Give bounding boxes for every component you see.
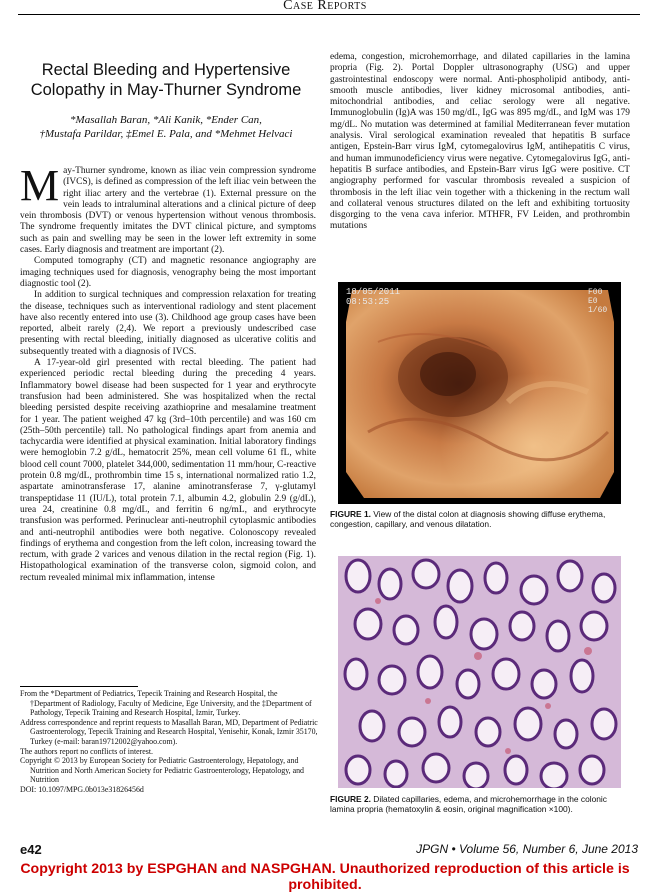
endoscopy-overlay-f: F00 [588, 288, 603, 297]
figure-1-label: FIGURE 1. [330, 509, 371, 519]
figure-2-histology-image [338, 556, 621, 788]
left-column [20, 161, 316, 584]
intro-paragraph: May-Thurner syndrome, known as iliac vein compression syndrome (IVCS), is defined as compression of the left iliac vein between the right iliac artery and the vertebrae (1). External pressure on the vein leads to intraluminal alterations and a clinical picture of deep vein thrombosis (DVT) or venous hypertension without venous thrombosis. The syndrome frequently imitates the DVT clinical picture, and symptoms such as pain and swelling may be seen in the lower left extremity in some cases. Early diagnosis and treatment are important (2). [20, 161, 316, 256]
section-label: Case Reports [283, 0, 367, 13]
endoscopy-overlay-shutter: 1/60 [588, 306, 608, 315]
right-column [330, 52, 630, 233]
figure-2-caption: FIGURE 2. Dilated capillaries, edema, and microhemorrhage in the colonic lamina propria (hematoxylin & eosin, original magnification ×100). [330, 794, 607, 815]
footnote-copyright: Copyright © 2013 by European Society for Pediatric Gastroenterology, Hepatology, and Nutrition and North American Society for Pediatric Gastroenterology, Hepatology, and Nutrition [20, 756, 304, 785]
endoscopy-time-overlay: 08:53:25 [346, 297, 390, 307]
endoscopy-date-overlay: 18/05/2011 [346, 287, 401, 297]
endoscopy-image [338, 282, 621, 504]
body-paragraph: In addition to surgical techniques and compression relaxation for treating the disease, techniques such as interventional radiology and stent placement have also recently entered into use (3). Childhood age group cases have been reported, albeit rarely (2,4). We report a previously undescribed case presenting with rectal bleeding, initially diagnosed as ulcerative colitis and subsequently treated with a diagnosis of IVCS. [20, 290, 316, 357]
body-paragraph: edema, congestion, microhemorrhage, and dilated capillaries in the lamina propria (Fig. 2). Portal Doppler ultrasonography (USG) and upper gastrointestinal endoscopy were normal. Anti-phospholipid antibody, anti-smooth muscle antibodies, liver kidney microsomal antibodies, anti-mitochondrial antibodies, and celiac serology were all negative. Immunoglobulin (Ig)A was 150 mg/dL, IgG was 895 mg/dL, and IgM was 179 mg/dL. No mutation was determined at familial Mediterranean fever mutation analysis. Viral serological examination revealed that hepatitis B surface antigen, Epstein-Barr virus IgM, cytomegalovirus IgM, antihepatitis C virus, and human immunodeficiency virus were negative. Cytomegalovirus IgG, anti-hepatitis B surface antibodies, and Epstein-Barr virus IgG were positive. CT angiography performed for vascular thrombosis revealed a suspicion of thrombosis in the left iliac vein together with a thickening in the rectum wall and collateral venous structures dilated on the left and exhibiting tortuosity disgorging to the vena cava inferior. MTHFR, FV Leiden, and prothrombin mutations [330, 52, 630, 232]
figure-2-label: FIGURE 2. [330, 794, 371, 804]
figure-1-caption: FIGURE 1. View of the distal colon at diagnosis showing diffuse erythema, congestion, capillary, and venous dilatation. [330, 509, 606, 530]
journal-citation: JPGN • Volume 56, Number 6, June 2013 [416, 842, 638, 856]
body-paragraph: A 17-year-old girl presented with rectal bleeding. The patient had experienced periodic rectal bleeding during the preceding 4 years. Inflammatory bowel disease had been suspected for 1 year and erythrocyte transfusion had been administered. She was hospitalized when the rectal bleeding persisted despite receiving azathioprine and mesalamine treatment for 1 year. The patient weighed 47 kg (3rd–10th percentile) and was 160 cm (25th–50th percentile) tall. No pathological findings apart from anemia and tachycardia were identified at physical examination. Initial laboratory findings were hemoglobin 7.2 g/dL, hematocrit 25%, mean cell volume 61 fL, white blood cell count 7000, platelet 344,000, sedimentation 11 mm/hour, C-reactive protein 0.8 mg/dL, prothrombin time 15 s, international normalized ratio 1.2, aspartate aminotransferase 17, alanine aminotransferase 7, γ-glutamyl transpeptidase 11 (IU/L), total protein 7.1, albumin 4.2, globulin 2.9 (g/dL), urea 24, creatinine 0.8 mg/dL, and ferritin 6 ng/mL, and erythrocyte transfusion was performed. Perinuclear anti-neutrophil cytoplasmic antibodies and anti-neutrophil antibodies were both negative. Colonoscopy revealed findings of erythema and congestion from the left colon, increasing toward the rectum, with grade 2 varices and venous dilation in the rectal region (Fig. 1). Histopathological examination of the transverse colon, sigmoid colon, and rectum revealed minimal mix inflammation, intense [20, 358, 316, 583]
footnotes [20, 689, 320, 795]
authors-line-2: †Mustafa Parildar, ‡Emel E. Pala, and *Mehmet Helvaci [39, 128, 293, 140]
figure-1-endoscopy-image [338, 282, 621, 504]
author-list [20, 113, 312, 141]
drop-cap: M [20, 161, 60, 210]
copyright-notice: Copyright 2013 by ESPGHAN and NASPGHAN. Unauthorized reproduction of this article is prohibited. [20, 861, 630, 893]
header-rule [18, 14, 640, 15]
body-paragraph: Computed tomography (CT) and magnetic resonance angiography are imaging techniques used for diagnosis, venography being the most important diagnostic tool (2). [20, 256, 316, 289]
page-number: e42 [20, 842, 42, 857]
article-title: Rectal Bleeding and Hypertensive Colopathy in May-Thurner Syndrome [30, 61, 302, 99]
footnote-affiliations: From the *Department of Pediatrics, Tepecik Training and Research Hospital, the †Department of Radiology, Faculty of Medicine, Ege University, and the ‡Department of Pathology, Tepecik Training and Research Hospital, Izmir, Turkey. [20, 689, 312, 718]
histology-image [338, 556, 621, 788]
authors-line-1: *Masallah Baran, *Ali Kanik, *Ender Can, [70, 114, 262, 126]
footnote-correspondence: Address correspondence and reprint requests to Masallah Baran, MD, Department of Pediatric Gastroenterology, Tepecik Training and Research Hospital, Yenisehir, Konak, Izmir 35170, Turkey (e-mail: baran19712002@yahoo.com). [20, 717, 318, 746]
endoscopy-overlay-e: E0 [588, 297, 598, 306]
footnote-conflicts: The authors report no conflicts of interest. [20, 746, 154, 756]
footnote-rule [20, 686, 138, 687]
footnote-doi: DOI: 10.1097/MPG.0b013e31826456d [20, 784, 144, 794]
